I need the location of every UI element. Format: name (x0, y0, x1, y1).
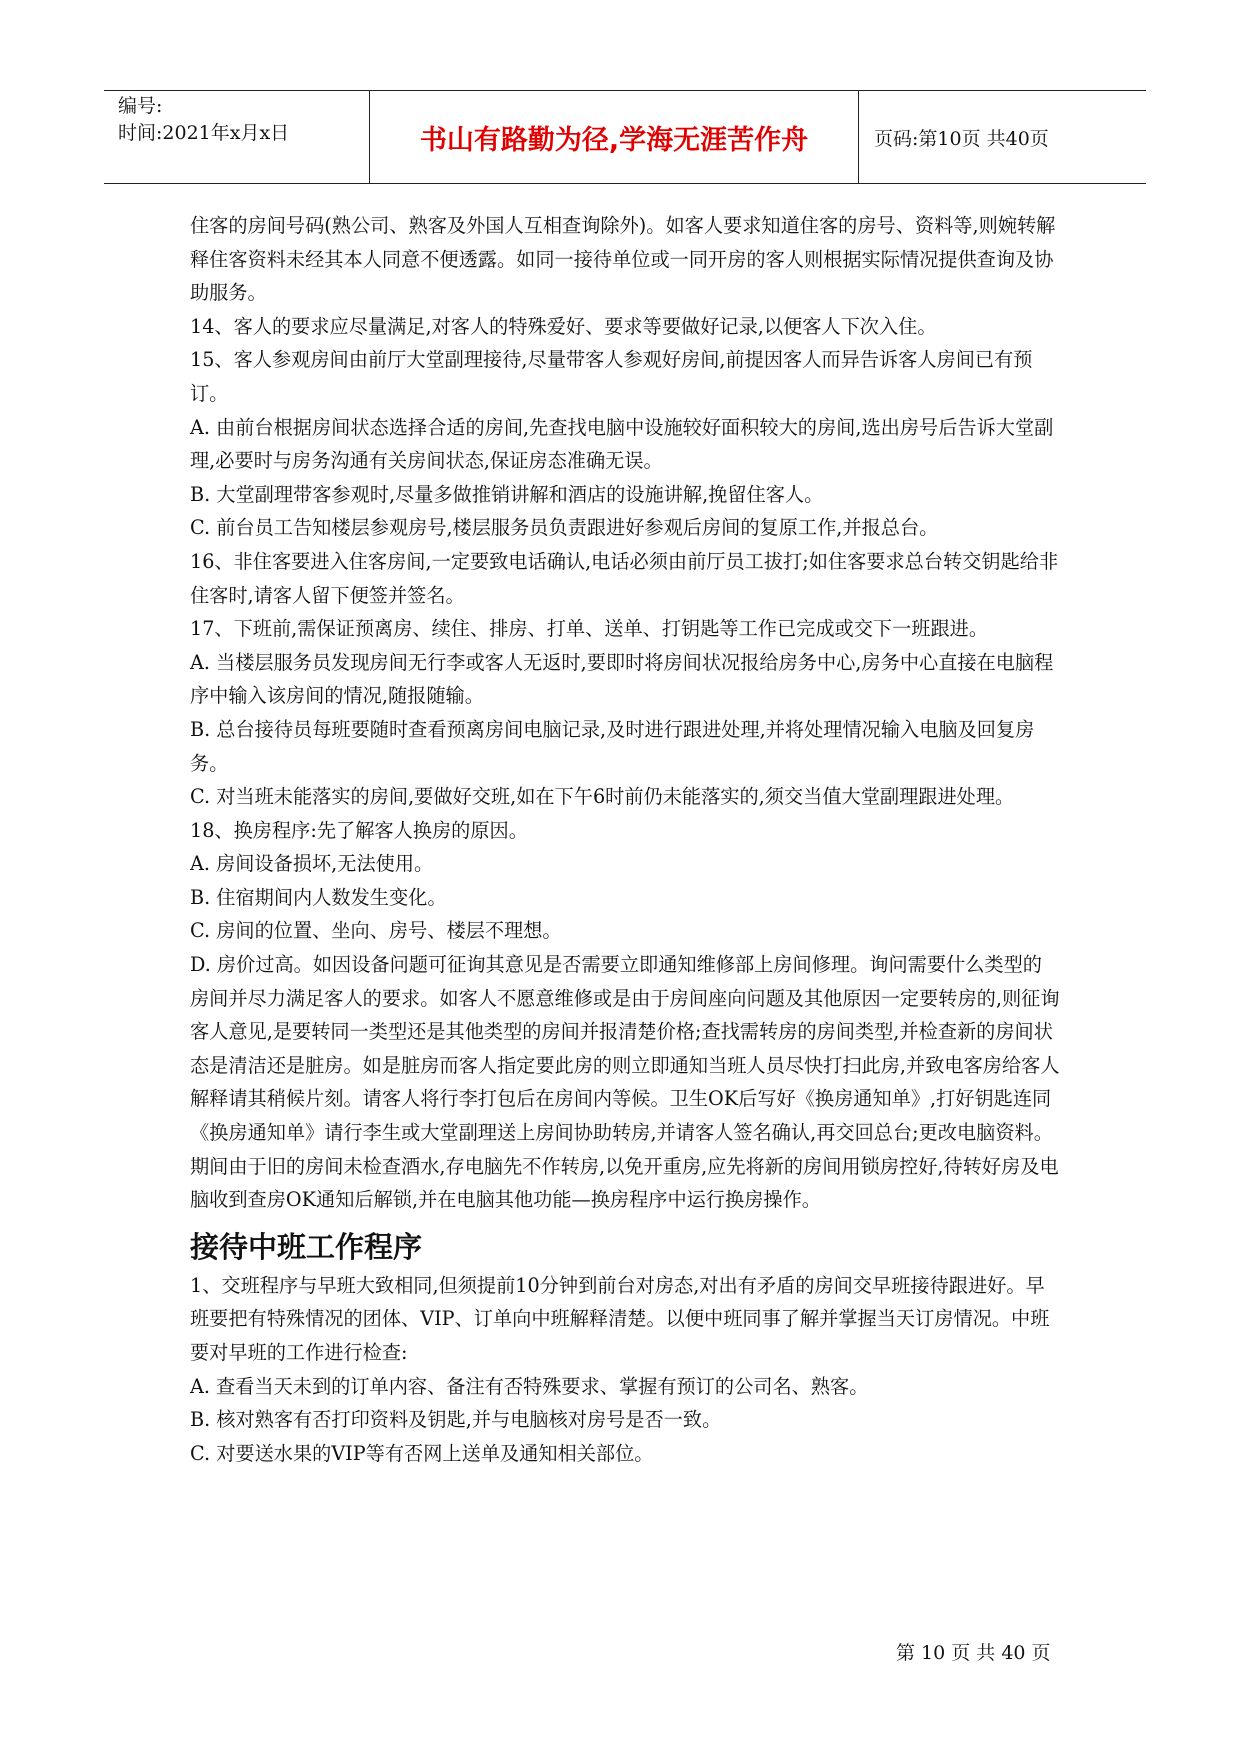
header-divider (858, 91, 859, 183)
body-paragraph: C. 对当班未能落实的房间,要做好交班,如在下午6时前仍未能落实的,须交当值大堂副理跟进处理。 (190, 785, 1015, 809)
header-motto: 书山有路勤为径,学海无涯苦作舟 (419, 124, 809, 156)
body-paragraph: 17、下班前,需保证预离房、续住、排房、打单、送单、打钥匙等工作已完成或交下一班跟进。 (190, 617, 989, 641)
body-paragraph: B. 大堂副理带客参观时,尽量多做推销讲解和酒店的设施讲解,挽留住客人。 (190, 482, 824, 506)
body-paragraph: A. 房间设备损坏,无法使用。 (190, 852, 434, 876)
body-paragraph: 住客的房间号码(熟公司、熟客及外国人互相查询除外)。如客人要求知道住客的房号、资料等,则婉转解释住客资料未经其本人同意不便透露。如同一接待单位或一同开房的客人则根据实际情况提供查询及协助服务。 (190, 214, 1056, 305)
body-paragraph: D. 房价过高。如因设备问题可征询其意见是否需要立即通知维修部上房间修理。询问需要什么类型的房间并尽力满足客人的要求。如客人不愿意维修或是由于房间座向问题及其他原因一定要转房的,则征询客人意见,是要转同一类型还是其他类型的房间并报清楚价格;查找需转房的房间类型,并检查新的房间状态是清洁还是脏房。如是脏房而客人指定要此房的则立即通知当班人员尽快打扫此房,并致电客房给客人解释请其稍候片刻。请客人将行李打包后在房间内等候。卫生OK后写好《换房通知单》,打好钥匙连同《换房通知单》请行李生或大堂副理送上房间协助转房,并请客人签名确认,再交回总台;更改电脑资料。期间由于旧的房间未检查酒水,存电脑先不作转房,以免开重房,应先将新的房间用锁房控好,待转好房及电脑收到查房OK通知后解锁,并在电脑其他功能—换房程序中运行换房操作。 (190, 953, 1060, 1212)
body-paragraph: 18、换房程序:先了解客人换房的原因。 (190, 818, 528, 842)
section-title: 接待中班工作程序 (190, 1229, 423, 1264)
header-meta (118, 91, 368, 183)
body-paragraph: 16、非住客要进入住客房间,一定要致电话确认,电话必须由前厅员工拔打;如住客要求总台转交钥匙给非住客时,请客人留下便签并签名。 (190, 549, 1059, 607)
header-page-number: 页码:第10页 共40页 (874, 127, 1049, 150)
body-paragraph: C. 房间的位置、坐向、房号、楼层不理想。 (190, 919, 562, 943)
document-time-label: 时间:2021年x月x日 (118, 122, 290, 144)
body-paragraph: B. 总台接待员每班要随时查看预离房间电脑记录,及时进行跟进处理,并将处理情况输入电脑及回复房务。 (190, 717, 1035, 775)
section-paragraph: C. 对要送水果的VIP等有否网上送单及通知相关部位。 (190, 1441, 654, 1465)
body-paragraph: A. 当楼层服务员发现房间无行李或客人无返时,要即时将房间状况报给房务中心,房务中心直接在电脑程序中输入该房间的情况,随报随输。 (190, 650, 1054, 708)
document-header (104, 90, 1146, 184)
section-paragraph: B. 核对熟客有否打印资料及钥匙,并与电脑核对房号是否一致。 (190, 1408, 722, 1432)
document-body (190, 209, 1060, 1470)
page-footer: 第 10 页 共 40 页 (896, 1642, 1051, 1664)
body-paragraph: C. 前台员工告知楼层参观房号,楼层服务员负责跟进好参观后房间的复原工作,并报总台。 (190, 516, 939, 540)
body-paragraph: 14、客人的要求应尽量满足,对客人的特殊爱好、要求等要做好记录,以便客人下次入住。 (190, 314, 937, 338)
body-paragraph: 15、客人参观房间由前厅大堂副理接待,尽量带客人参观好房间,前提因客人而异告诉客人房间已有预订。 (190, 348, 1033, 405)
section-paragraph: A. 查看当天未到的订单内容、备注有否特殊要求、掌握有预订的公司名、熟客。 (190, 1374, 869, 1398)
section-paragraph: 1、交班程序与早班大致相同,但须提前10分钟到前台对房态,对出有矛盾的房间交早班接待跟进好。早班要把有特殊情况的团体、VIP、订单向中班解释清楚。以便中班同事了解并掌握当天订房情况。中班要对早班的工作进行检查: (190, 1273, 1050, 1364)
body-paragraph: B. 住宿期间内人数发生变化。 (190, 885, 447, 909)
body-paragraph: A. 由前台根据房间状态选择合适的房间,先查找电脑中设施较好面积较大的房间,选出房号后告诉大堂副理,必要时与房务沟通有关房间状态,保证房态准确无误。 (190, 415, 1054, 473)
document-number-label: 编号: (118, 95, 163, 117)
